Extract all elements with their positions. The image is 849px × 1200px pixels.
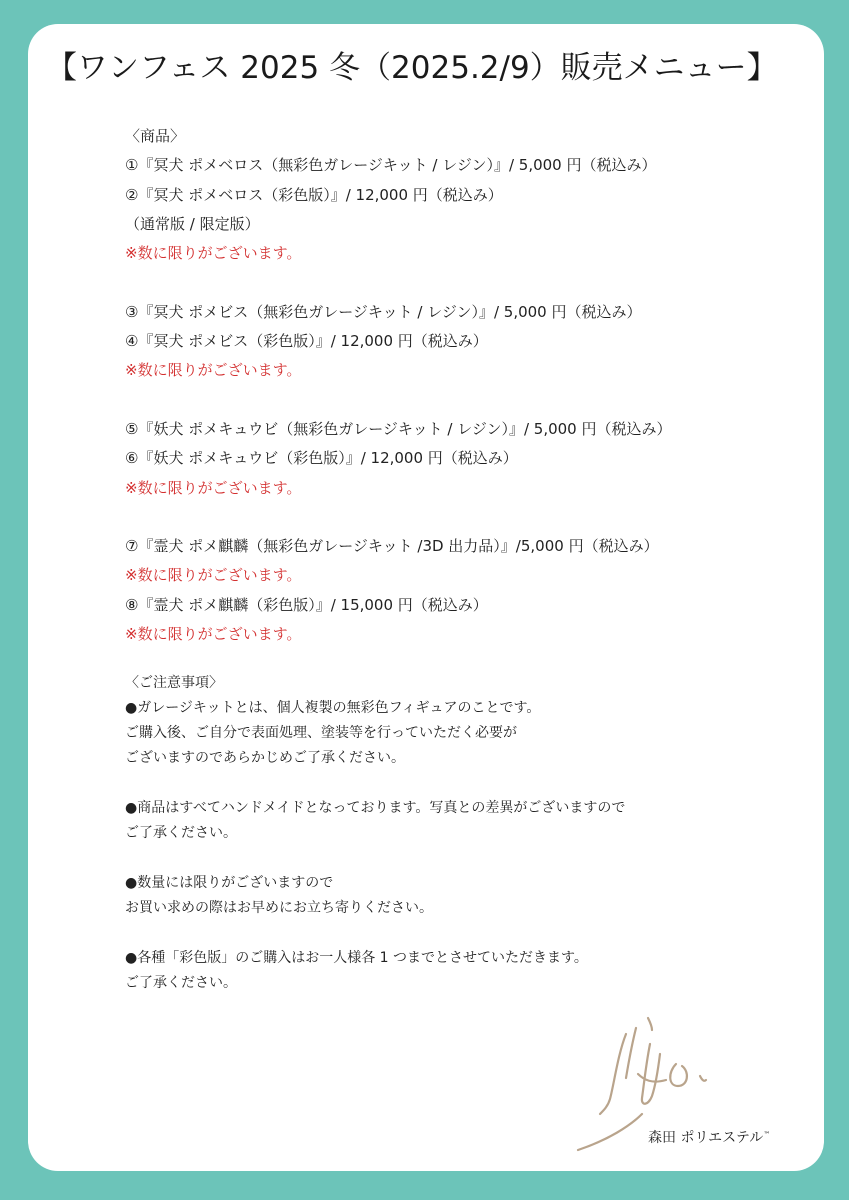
note-line: ●各種「彩色版」のご購入はお一人様各 1 つまでとさせていただきます。 xyxy=(125,950,588,967)
note-line: ●数量には限りがございますので xyxy=(125,875,334,892)
brand-label: 森田 ポリエステル xyxy=(648,1130,764,1146)
product-item-6: ⑥『妖犬 ポメキュウビ（彩色版）』/ 12,000 円（税込み） xyxy=(125,449,518,468)
note-line: ご了承ください。 xyxy=(125,825,237,842)
product-item-1: ①『冥犬 ポメベロス（無彩色ガレージキット / レジン）』/ 5,000 円（税込み） xyxy=(125,156,657,175)
limited-notice: ※数に限りがございます。 xyxy=(125,361,302,380)
limited-notice: ※数に限りがございます。 xyxy=(125,244,302,263)
limited-notice: ※数に限りがございます。 xyxy=(125,566,302,585)
note-line: ございますのであらかじめご了承ください。 xyxy=(125,750,405,767)
notes-section xyxy=(125,671,795,996)
product-item-7: ⑦『霊犬 ポメ麒麟（無彩色ガレージキット /3D 出力品）』/5,000 円（税込み） xyxy=(125,537,659,556)
page-title: 【ワンフェス 2025 冬（2025.2/9）販売メニュー】 xyxy=(46,50,778,86)
note-line: ●商品はすべてハンドメイドとなっております。写真との差異がございますので xyxy=(125,800,626,817)
limited-notice: ※数に限りがございます。 xyxy=(125,478,302,497)
notes-heading: 〈ご注意事項〉 xyxy=(125,675,223,692)
product-edition-note: （通常版 / 限定版） xyxy=(125,214,260,233)
trademark-mark: ™ xyxy=(763,1130,771,1139)
product-item-5: ⑤『妖犬 ポメキュウビ（無彩色ガレージキット / レジン）』/ 5,000 円（税込み） xyxy=(125,419,672,438)
note-line: お買い求めの際はお早めにお立ち寄りください。 xyxy=(125,900,433,917)
limited-notice: ※数に限りがございます。 xyxy=(125,625,302,644)
menu-card xyxy=(28,24,824,1171)
note-line: ご了承ください。 xyxy=(125,975,237,992)
note-line: ●ガレージキットとは、個人複製の無彩色フィギュアのことです。 xyxy=(125,700,541,717)
product-item-4: ④『冥犬 ポメビス（彩色版）』/ 12,000 円（税込み） xyxy=(125,332,488,351)
menu-body xyxy=(125,122,795,996)
product-item-2: ②『冥犬 ポメベロス（彩色版）』/ 12,000 円（税込み） xyxy=(125,185,503,204)
product-item-3: ③『冥犬 ポメビス（無彩色ガレージキット / レジン）』/ 5,000 円（税込み） xyxy=(125,302,642,321)
note-line: ご購入後、ご自分で表面処理、塗装等を行っていただく必要が xyxy=(125,725,517,742)
products-heading: 〈商品〉 xyxy=(125,127,186,145)
product-item-8: ⑧『霊犬 ポメ麒麟（彩色版）』/ 15,000 円（税込み） xyxy=(125,595,488,614)
brand-name xyxy=(648,1127,770,1147)
